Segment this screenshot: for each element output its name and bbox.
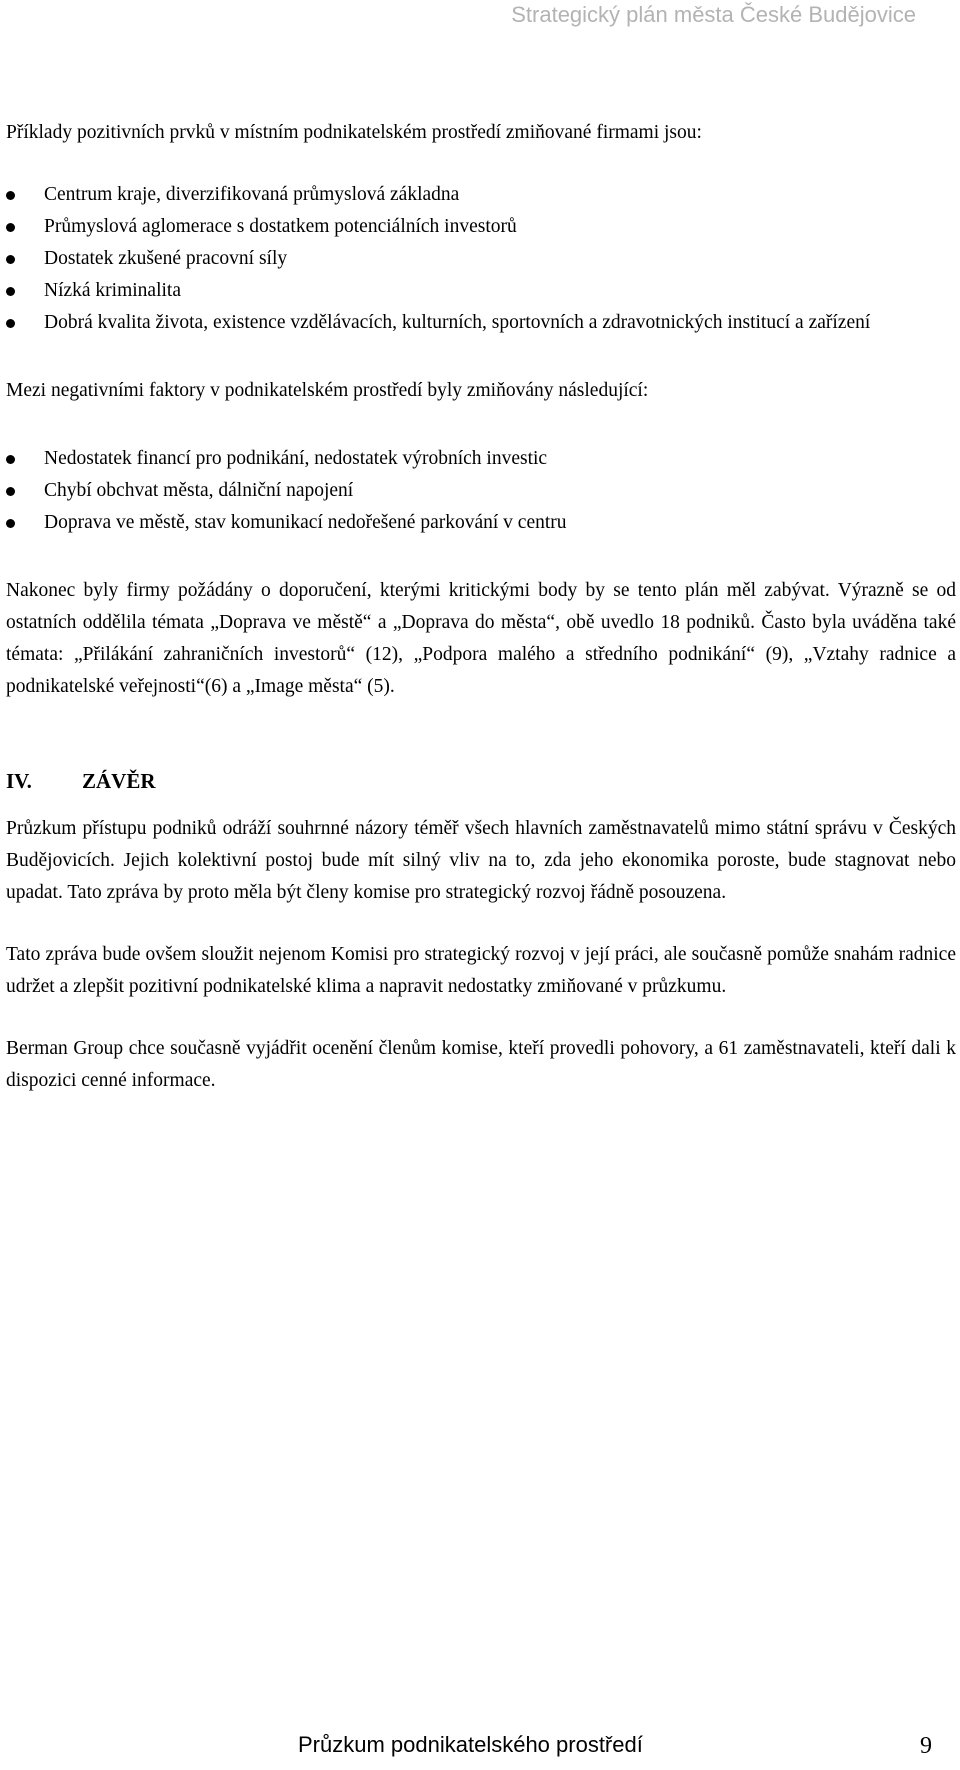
spacer [6, 1003, 956, 1033]
list-item: Nedostatek financí pro podnikání, nedostatek výrobních investic [6, 443, 956, 475]
spacer [6, 703, 956, 765]
running-header: Strategický plán města České Budějovice [511, 2, 916, 27]
list-item: Doprava ve městě, stav komunikací nedořešené parkování v centru [6, 507, 956, 539]
spacer [6, 149, 956, 179]
intro-negative-paragraph: Mezi negativními faktory v podnikatelském prostředí byly zmiňovány následující: [6, 380, 649, 401]
list-item: Dostatek zkušené pracovní síly [6, 243, 956, 275]
spacer [6, 909, 956, 939]
page-number: 9 [920, 1733, 932, 1759]
conclusion-paragraph-1: Průzkum přístupu podniků odráží souhrnné názory téměř všech hlavních zaměstnavatelů mimo státní správu v Českých Budějovicích. Jejich kolektivní postoj bude mít silný vliv na to, zda jeho ekonomika poroste, bude stagnovat nebo upadat. Tato zpráva by proto měla být členy komise pro strategický rozvoj řádně posouzena. [6, 818, 956, 903]
page-body [6, 117, 956, 1097]
positive-factors-list [6, 179, 956, 339]
intro-positive-paragraph: Příklady pozitivních prvků v místním podnikatelském prostředí zmiňované firmami jsou: [6, 122, 702, 143]
spacer [6, 339, 956, 375]
conclusion-paragraph-2: Tato zpráva bude ovšem sloužit nejenom Komisi pro strategický rozvoj v její práci, ale současně pomůže snahám radnice udržet a zlepšit pozitivní podnikatelské klima a napravit nedostatky zmiňované v průzkumu. [6, 944, 956, 997]
negative-factors-list [6, 443, 956, 539]
spacer [6, 539, 956, 575]
section-number: IV. [6, 769, 32, 793]
list-item: Chybí obchvat města, dálniční napojení [6, 475, 956, 507]
recommendations-paragraph: Nakonec byly firmy požádány o doporučení, kterými kritickými body by se tento plán měl zabývat. Výrazně se od ostatních oddělila témata „Doprava ve městě“ a „Doprava do města“, obě uvedlo 18 podniků. Často byla uváděna také témata: „Přilákání zahraničních investorů“ (12), „Podpora malého a středního podnikání“ (9), „Vztahy radnice a podnikatelské veřejnosti“(6) a „Image města“ (5). [6, 580, 956, 697]
list-item: Průmyslová aglomerace s dostatkem potenciálních investorů [6, 211, 956, 243]
footer-title: Průzkum podnikatelského prostředí [298, 1732, 643, 1757]
list-item: Centrum kraje, diverzifikovaná průmyslová základna [6, 179, 956, 211]
list-item: Dobrá kvalita života, existence vzdělávacích, kulturních, sportovních a zdravotnických institucí a zařízení [6, 307, 956, 339]
conclusion-paragraph-3: Berman Group chce současně vyjádřit ocenění členům komise, kteří provedli pohovory, a 61 zaměstnavateli, kteří dali k dispozici cenné informace. [6, 1038, 956, 1091]
spacer [6, 407, 956, 443]
spacer [6, 797, 956, 813]
section-title: ZÁVĚR [82, 769, 156, 793]
section-heading [6, 765, 956, 797]
list-item: Nízká kriminalita [6, 275, 956, 307]
